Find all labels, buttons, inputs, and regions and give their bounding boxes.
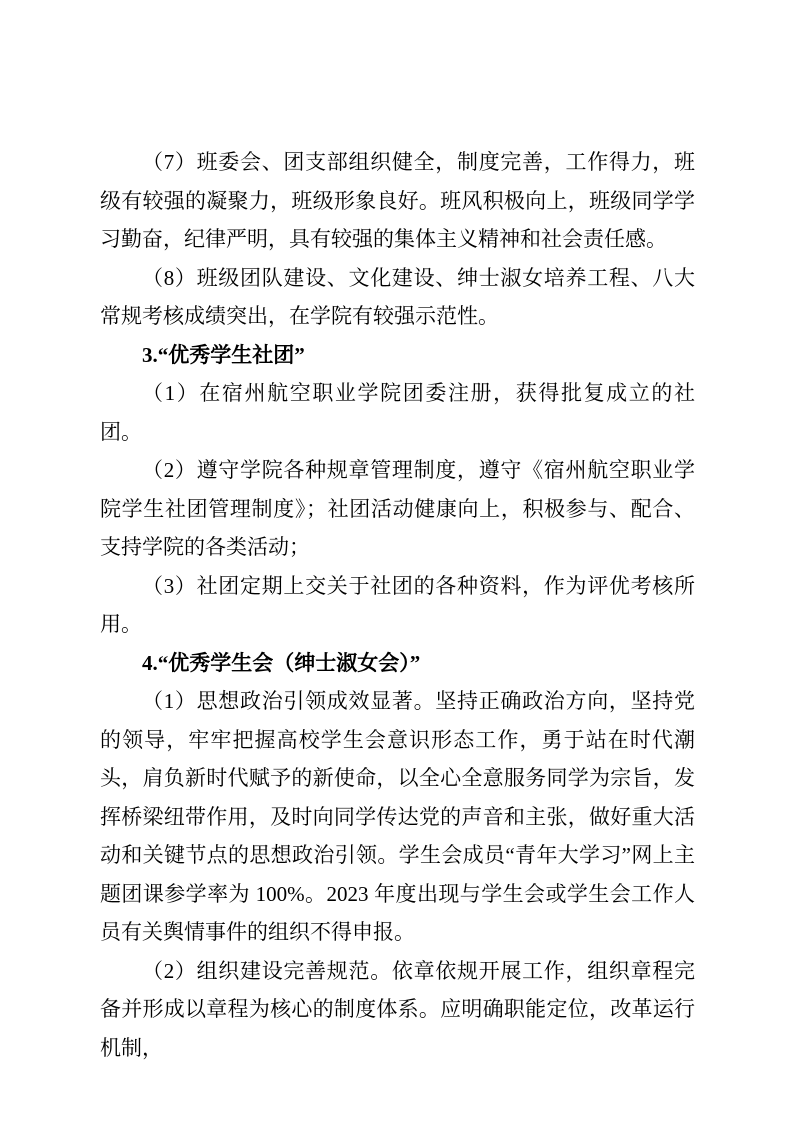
body-paragraph: （2）遵守学院各种规章管理制度，遵守《宿州航空职业学院学生社团管理制度》；社团活动健康向上，积极参与、配合、支持学院的各类活动； [100,458,695,559]
section-heading-4-student-union: 4.“优秀学生会（绅士淑女会）” [142,650,421,675]
body-paragraph: （1）在宿州航空职业学院团委注册，获得批复成立的社团。 [100,381,695,444]
body-paragraph: （3）社团定期上交关于社团的各种资料，作为评优考核所用。 [100,573,695,636]
body-paragraph: （7）班委会、团支部组织健全，制度完善，工作得力，班级有较强的凝聚力，班级形象良好。班风积极向上，班级同学学习勤奋，纪律严明，具有较强的集体主义精神和社会责任感。 [100,150,695,251]
body-paragraph: （1）思想政治引领成效显著。坚持正确政治方向，坚持党的领导，牢牢把握高校学生会意识形态工作，勇于站在时代潮头，肩负新时代赋予的新使命，以全心全意服务同学为宗旨，发挥桥梁纽带作用，及时向同学传达党的声音和主张，做好重大活动和关键节点的思想政治引领。学生会成员“青年大学习”网上主题团课参学率为 100%。2023 年度出现与学生会或学生会工作人员有关舆情事件的组织不得申报。 [100,689,695,944]
section-heading-3-student-club: 3.“优秀学生社团” [142,342,305,367]
body-paragraph: （8）班级团队建设、文化建设、绅士淑女培养工程、八大常规考核成绩突出，在学院有较强示范性。 [100,265,695,328]
body-paragraph: （2）组织建设完善规范。依章依规开展工作，组织章程完备并形成以章程为核心的制度体系。应明确职能定位，改革运行机制， [100,958,695,1060]
